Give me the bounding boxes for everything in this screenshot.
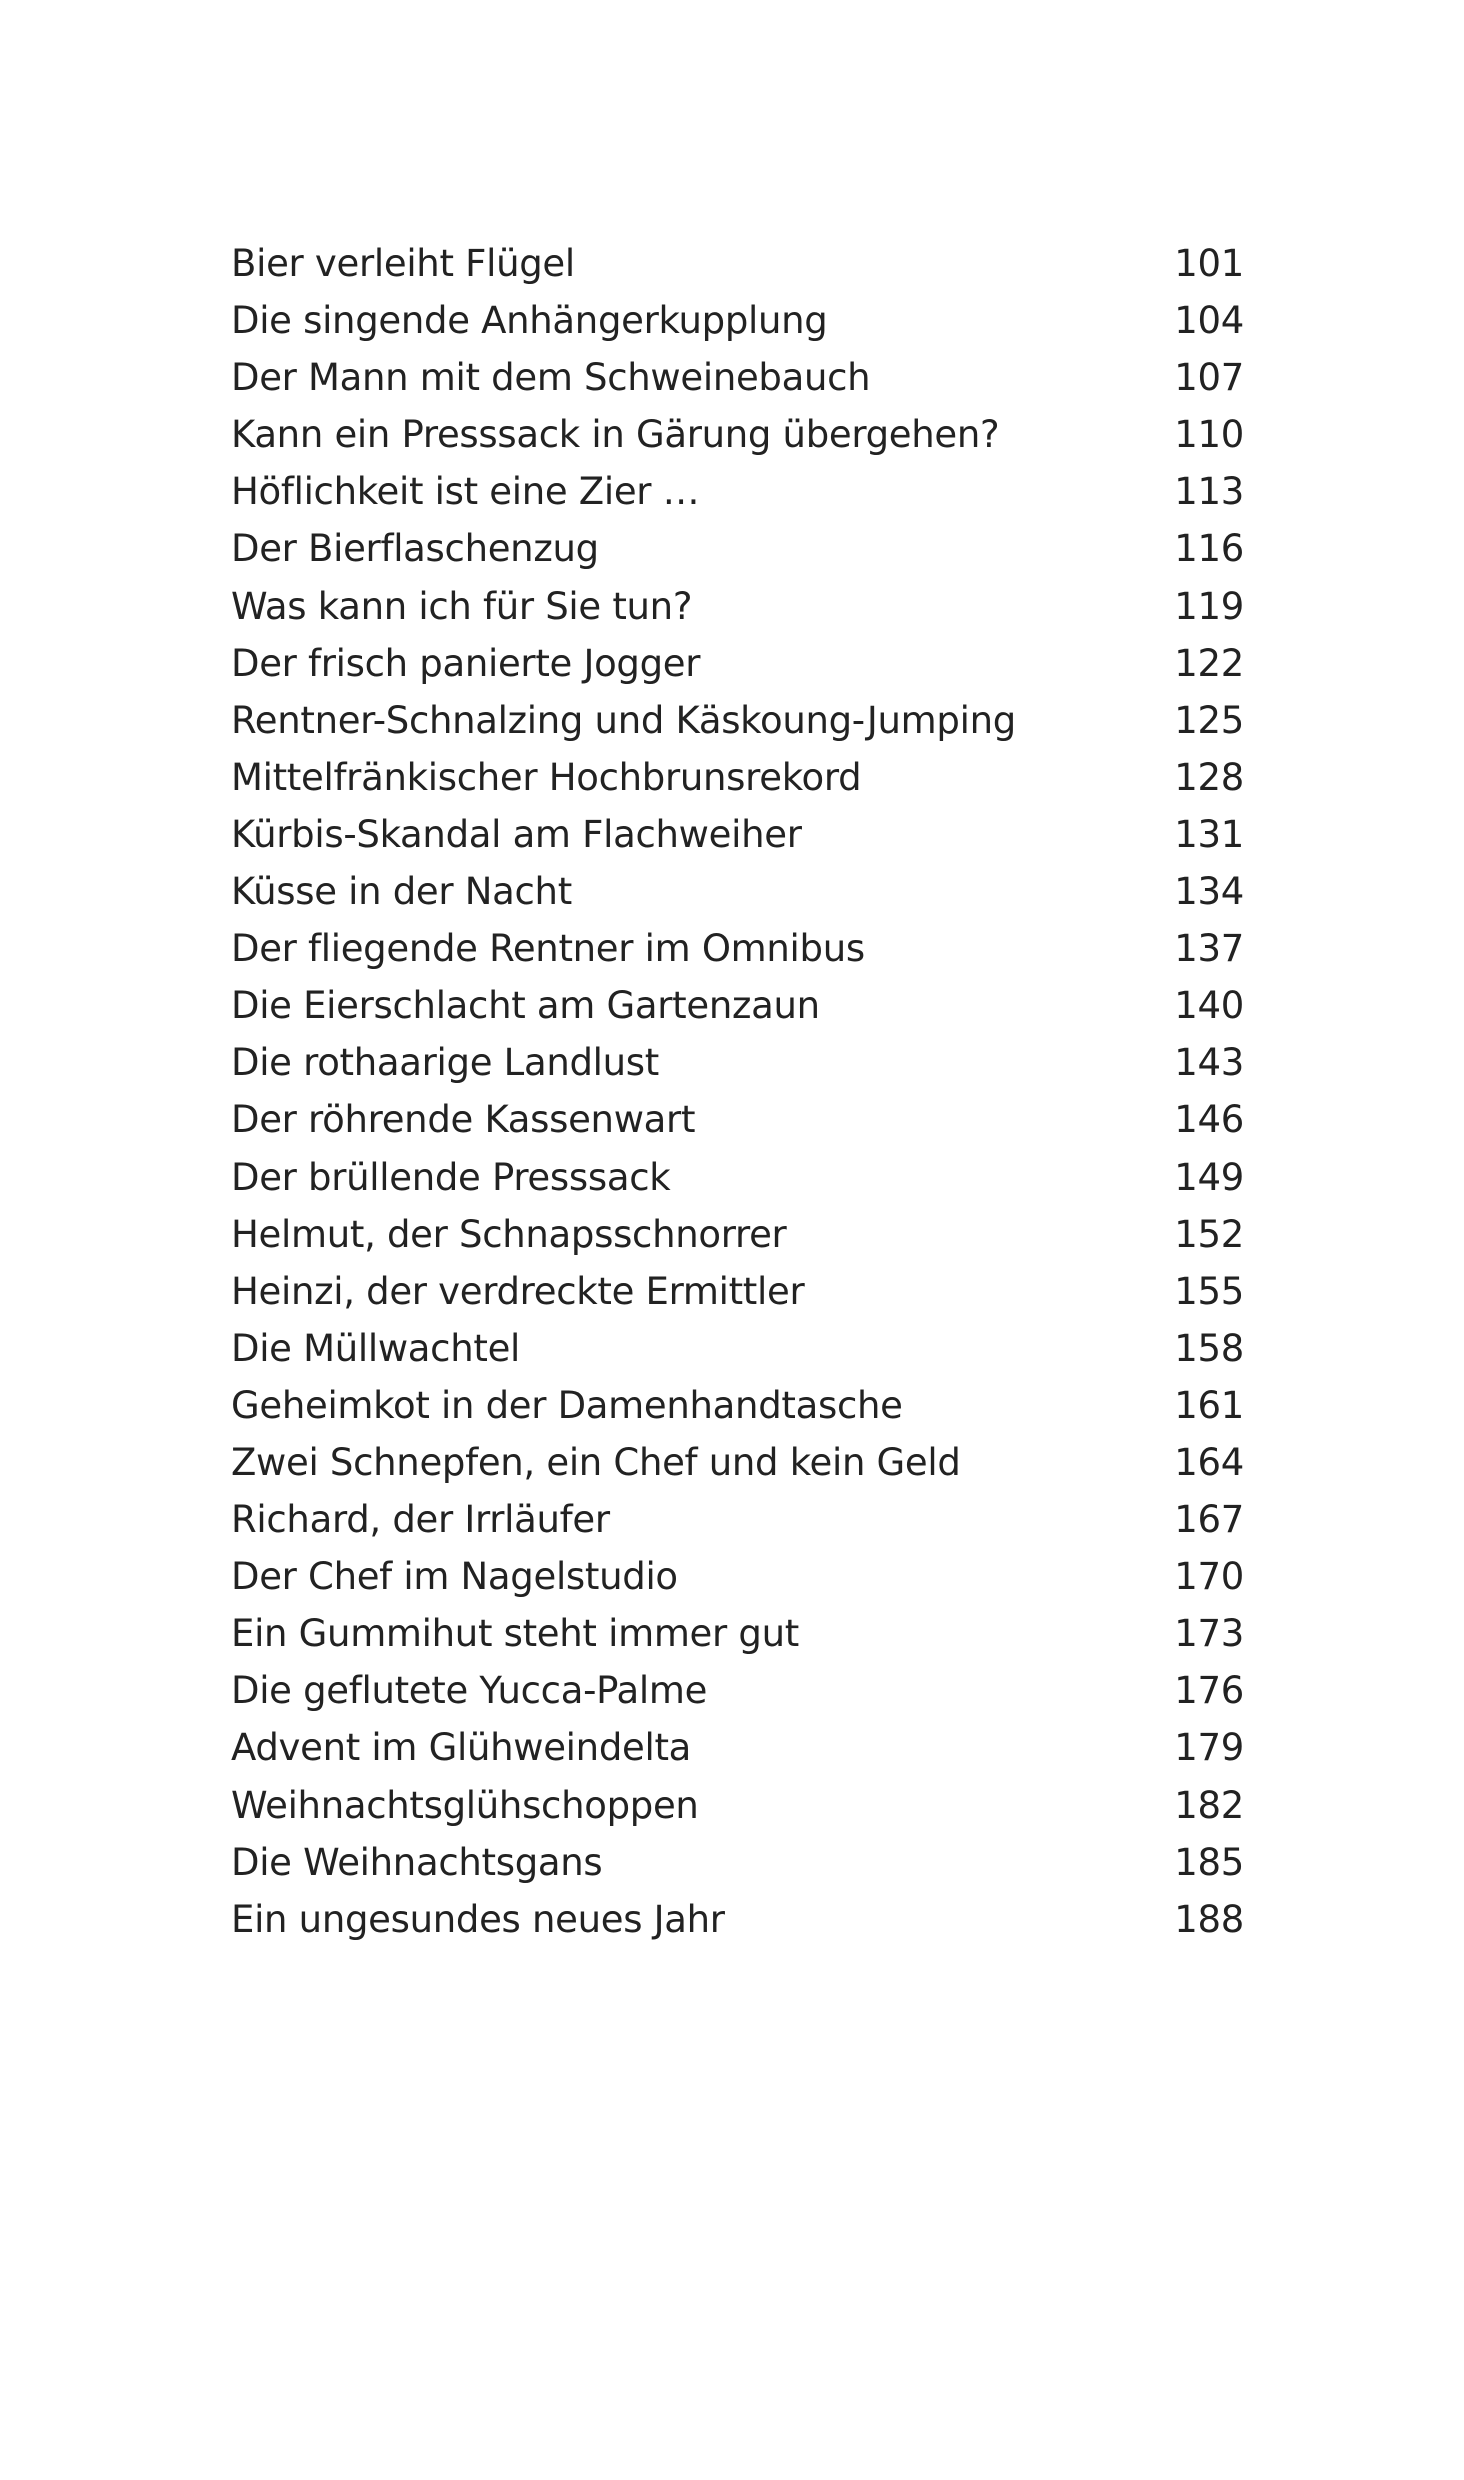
toc-entry-title: Die geflutete Yucca-Palme xyxy=(231,1669,708,1713)
toc-entry-title: Geheimkot in der Damenhandtasche xyxy=(231,1383,903,1427)
toc-entry xyxy=(231,1034,1244,1091)
toc-entry-title: Der fliegende Rentner im Omnibus xyxy=(231,927,865,971)
toc-entry-page: 152 xyxy=(1174,1212,1244,1256)
toc-entry-title: Kann ein Presssack in Gärung übergehen? xyxy=(231,413,1000,457)
toc-entry-page: 164 xyxy=(1174,1440,1244,1484)
toc-entry-title: Helmut, der Schnapsschnorrer xyxy=(231,1212,787,1256)
toc-entry-title: Der brüllende Presssack xyxy=(231,1155,671,1199)
toc-entry xyxy=(231,349,1244,406)
toc-entry-title: Küsse in der Nacht xyxy=(231,870,572,914)
toc-entry-page: 188 xyxy=(1174,1897,1244,1941)
toc-entry-page: 128 xyxy=(1174,755,1244,799)
toc-entry xyxy=(231,1206,1244,1263)
toc-entry-title: Heinzi, der verdreckte Ermittler xyxy=(231,1269,805,1313)
table-of-contents xyxy=(231,235,1244,1948)
toc-entry xyxy=(231,1719,1244,1776)
toc-entry xyxy=(231,292,1244,349)
toc-entry xyxy=(231,1149,1244,1206)
toc-entry-title: Zwei Schnepfen, ein Chef und kein Geld xyxy=(231,1440,961,1484)
toc-entry-title: Weihnachtsglühschoppen xyxy=(231,1783,699,1827)
toc-entry-title: Richard, der Irrläufer xyxy=(231,1498,610,1542)
toc-entry-page: 131 xyxy=(1174,812,1244,856)
toc-entry-page: 167 xyxy=(1174,1498,1244,1542)
toc-entry-page: 185 xyxy=(1174,1840,1244,1884)
toc-entry xyxy=(231,1777,1244,1834)
toc-entry-page: 113 xyxy=(1174,470,1244,514)
toc-entry xyxy=(231,1662,1244,1719)
toc-entry xyxy=(231,1548,1244,1605)
toc-entry-page: 101 xyxy=(1174,242,1244,285)
toc-entry-page: 179 xyxy=(1174,1726,1244,1770)
toc-entry xyxy=(231,520,1244,577)
toc-entry-title: Was kann ich für Sie tun? xyxy=(231,584,693,628)
toc-entry xyxy=(231,977,1244,1034)
toc-entry xyxy=(231,1605,1244,1662)
toc-entry-page: 176 xyxy=(1174,1669,1244,1713)
toc-entry-page: 119 xyxy=(1174,584,1244,628)
toc-entry xyxy=(231,463,1244,520)
toc-entry-page: 146 xyxy=(1174,1098,1244,1142)
toc-entry-title: Die Müllwachtel xyxy=(231,1326,521,1370)
toc-entry-title: Ein ungesundes neues Jahr xyxy=(231,1897,725,1941)
toc-entry xyxy=(231,749,1244,806)
toc-entry-page: 116 xyxy=(1174,527,1244,571)
toc-entry-title: Die singende Anhängerkupplung xyxy=(231,299,828,343)
toc-entry-title: Advent im Glühweindelta xyxy=(231,1726,692,1770)
toc-entry xyxy=(231,1377,1244,1434)
toc-entry xyxy=(231,1491,1244,1548)
toc-entry-page: 158 xyxy=(1174,1326,1244,1370)
toc-entry-page: 110 xyxy=(1174,413,1244,457)
toc-entry-page: 134 xyxy=(1174,870,1244,914)
toc-entry-page: 143 xyxy=(1174,1041,1244,1085)
toc-entry-page: 137 xyxy=(1174,927,1244,971)
toc-entry xyxy=(231,1834,1244,1891)
toc-entry-title: Der frisch panierte Jogger xyxy=(231,641,701,685)
toc-entry xyxy=(231,406,1244,463)
toc-entry xyxy=(231,235,1244,292)
toc-entry-page: 104 xyxy=(1174,299,1244,343)
toc-entry xyxy=(231,635,1244,692)
toc-entry-page: 140 xyxy=(1174,984,1244,1028)
toc-entry xyxy=(231,806,1244,863)
toc-entry-title: Mittelfränkischer Hochbrunsrekord xyxy=(231,755,862,799)
toc-entry-title: Der Chef im Nagelstudio xyxy=(231,1555,678,1599)
toc-entry-title: Rentner-Schnalzing und Käskoung-Jumping xyxy=(231,698,1016,742)
toc-entry-title: Die Weihnachtsgans xyxy=(231,1840,603,1884)
toc-entry-title: Ein Gummihut steht immer gut xyxy=(231,1612,799,1656)
toc-entry xyxy=(231,1263,1244,1320)
toc-entry-title: Der Bierflaschenzug xyxy=(231,527,599,571)
toc-entry xyxy=(231,692,1244,749)
toc-entry-page: 182 xyxy=(1174,1783,1244,1827)
toc-entry xyxy=(231,1091,1244,1148)
toc-entry-title: Kürbis-Skandal am Flachweiher xyxy=(231,812,802,856)
toc-entry-page: 149 xyxy=(1174,1155,1244,1199)
toc-entry xyxy=(231,1320,1244,1377)
toc-entry-page: 170 xyxy=(1174,1555,1244,1599)
toc-entry-title: Die rothaarige Landlust xyxy=(231,1041,659,1085)
toc-entry xyxy=(231,863,1244,920)
toc-entry-page: 122 xyxy=(1174,641,1244,685)
toc-entry-title: Die Eierschlacht am Gartenzaun xyxy=(231,984,820,1028)
toc-entry-title: Der Mann mit dem Schweinebauch xyxy=(231,356,871,400)
toc-entry-page: 125 xyxy=(1174,698,1244,742)
toc-entry-page: 161 xyxy=(1174,1383,1244,1427)
toc-entry xyxy=(231,920,1244,977)
toc-entry-title: Bier verleiht Flügel xyxy=(231,242,575,285)
toc-entry xyxy=(231,578,1244,635)
toc-entry-title: Höflichkeit ist eine Zier … xyxy=(231,470,700,514)
toc-entry-page: 155 xyxy=(1174,1269,1244,1313)
toc-entry-page: 173 xyxy=(1174,1612,1244,1656)
toc-entry xyxy=(231,1891,1244,1948)
toc-entry-page: 107 xyxy=(1174,356,1244,400)
toc-entry-title: Der röhrende Kassenwart xyxy=(231,1098,696,1142)
toc-entry xyxy=(231,1434,1244,1491)
